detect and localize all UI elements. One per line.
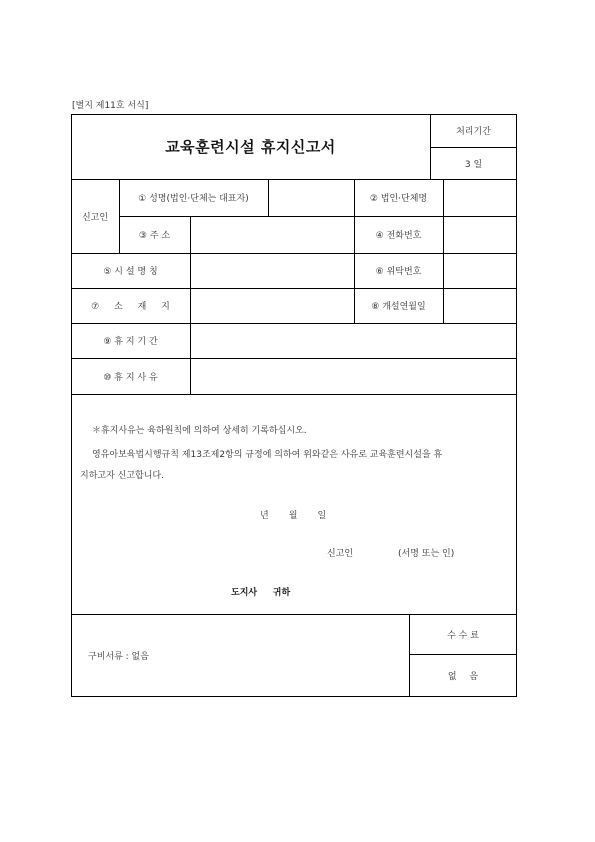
location-label: ⑦ 소 재 지: [91, 302, 170, 312]
signer-label: 신고인: [327, 549, 354, 559]
commission-number-field[interactable]: [443, 253, 517, 288]
processing-period-value: 3 일: [464, 159, 483, 170]
statement-line-2: 지하고자 신고합니다.: [80, 471, 164, 481]
organization-name-field[interactable]: [443, 179, 517, 216]
facility-name-label: ⑤ 시 설 명 칭: [103, 267, 158, 277]
fee-value: 없 음: [447, 672, 479, 682]
address-field[interactable]: [190, 216, 354, 253]
form-title: 교육훈련시설 휴지신고서: [165, 138, 336, 156]
applicant-name-field[interactable]: [268, 179, 354, 216]
processing-period-label: 처리기간: [456, 127, 491, 137]
attachments-note: 구비서류 : 없음: [88, 652, 149, 662]
closure-reason-field[interactable]: [190, 358, 517, 394]
opening-date-label: ⑧ 개설연월일: [371, 302, 426, 312]
facility-name-field[interactable]: [190, 253, 354, 288]
closure-period-field[interactable]: [190, 323, 517, 358]
commission-number-label: ⑥ 위탁번호: [375, 267, 422, 277]
closure-period-label: ⑨ 휴 지 기 간: [103, 337, 158, 347]
recipient: 도지사 귀하: [231, 588, 291, 598]
closure-reason-label: ⑩ 휴 지 사 유: [103, 372, 158, 383]
phone-field[interactable]: [443, 216, 517, 253]
form-reference: [별지 제11호 서식]: [72, 101, 149, 111]
instruction-note: ＊휴지사유는 육하원칙에 의하여 상세히 기록하십시오.: [92, 426, 307, 436]
phone-label: ④ 전화번호: [375, 231, 422, 241]
fee-label: 수 수 료: [447, 630, 479, 641]
location-field[interactable]: [190, 288, 354, 323]
statement-line-1: 영유아보육법시행규칙 제13조제2항의 규정에 의하여 위와같은 사유로 교육훈련시설을 휴: [92, 450, 443, 460]
applicant-name-label: ① 성명(법인·단체는 대표자): [138, 194, 249, 204]
organization-name-label: ② 법인·단체명: [369, 194, 428, 204]
applicant-label: 신고인: [81, 212, 109, 223]
date-line: 년 월 일: [260, 511, 327, 521]
address-label: ③ 주 소: [138, 231, 171, 241]
opening-date-field[interactable]: [443, 288, 517, 323]
signature-note: (서명 또는 인): [398, 549, 455, 559]
